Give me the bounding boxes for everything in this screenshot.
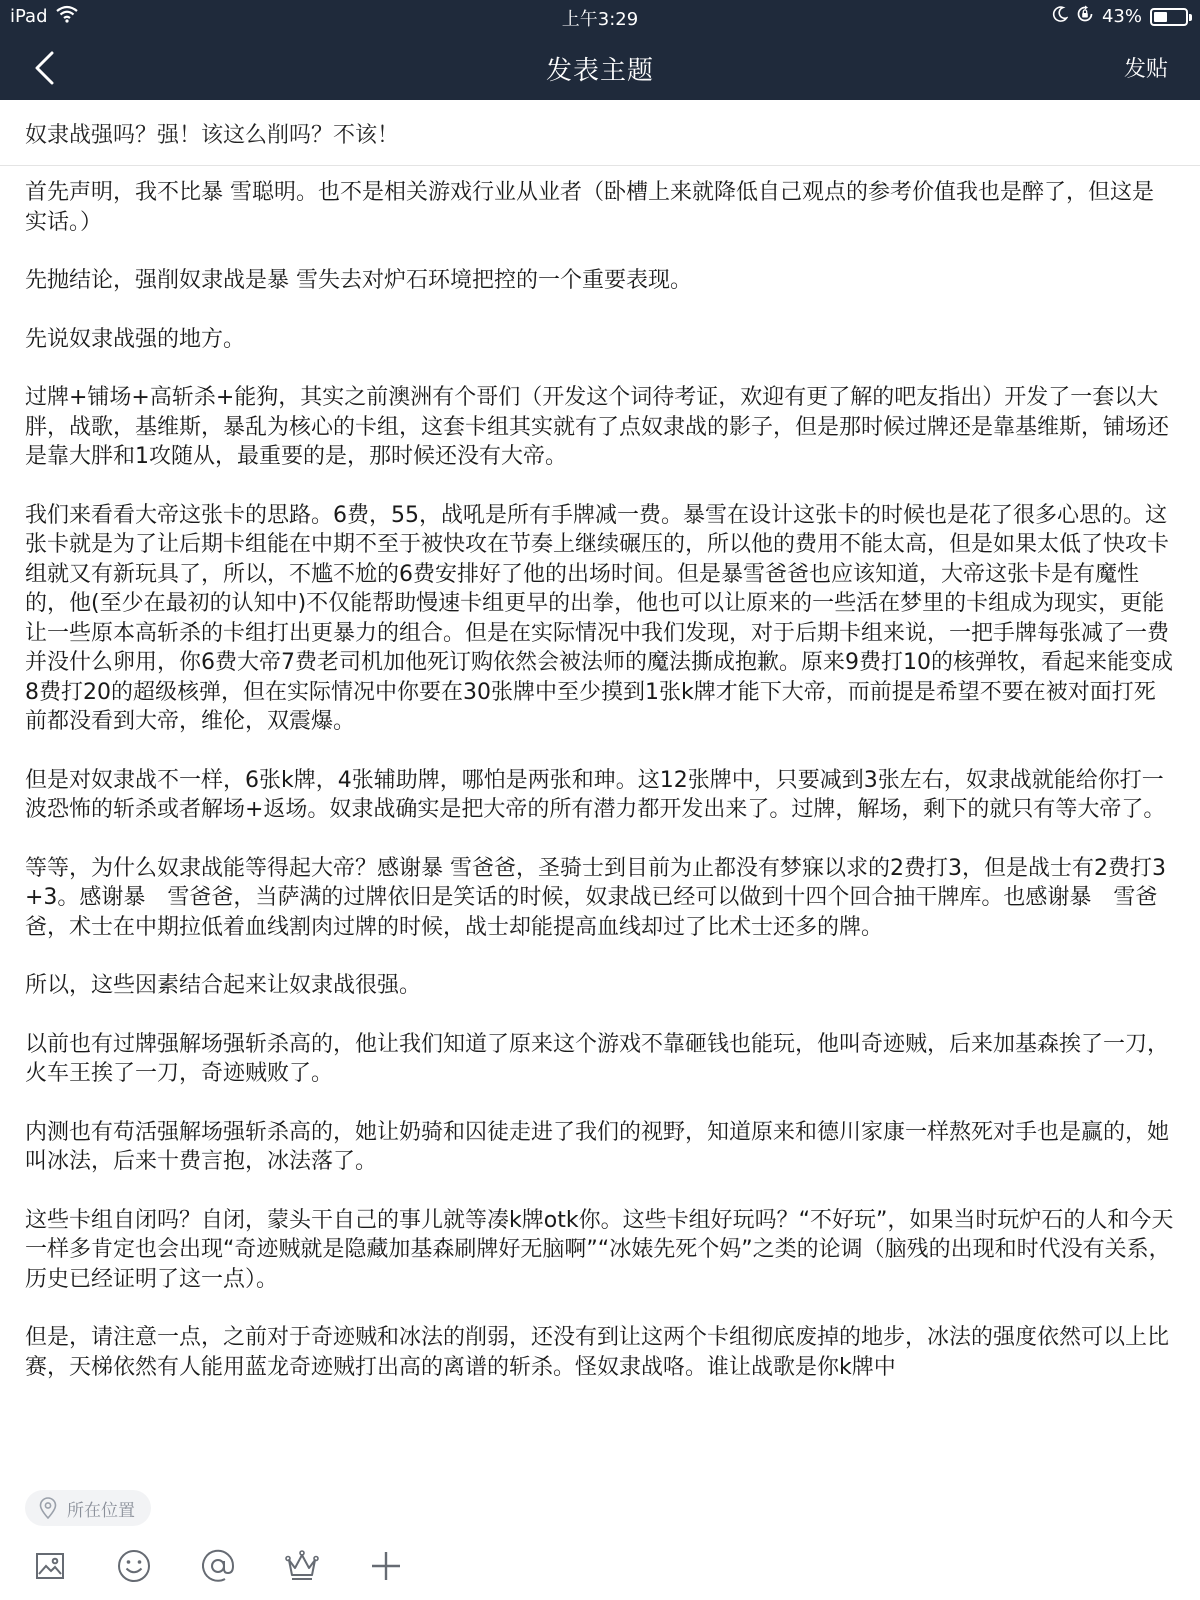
body-paragraph: 内测也有苟活强解场强斩杀高的，她让奶骑和囚徒走进了我们的视野，知道原来和德川家康一样熬死对手也是赢的，她叫冰法，后来十费言抱，冰法落了。 bbox=[25, 1119, 1170, 1174]
more-button[interactable] bbox=[366, 1546, 406, 1586]
body-paragraph: 我们来看看大帝这张卡的思路。6费，55，战吼是所有手牌减一费。暴雪在设计这张卡的时候也是花了很多心思的。这张卡就是为了让后期卡组能在中期不至于被快攻在节奏上继续碾压的，所以他的费用不能太高，但是如果太低了快攻卡组就又有新玩具了，所以，不尴不尬的6费安排好了他的出场时间。但是暴雪爸爸也应该知道，大帝这张卡是有魔性的，他(至少在最初的认知中)不仅能帮助慢速卡组更早的出拳，他也可以让原来的一些活在梦里的卡组成为现实，更能让一些原本高斩杀的卡组打出更暴力的组合。但是在实际情况中我们发现，对于后期卡组来说，一把手牌每张减了一费并没什么卵用，你6费大帝7费老司机加他死订购依然会被法师的魔法撕成抱歉。原来9费打10的核弹牧，看起来能变成8费打20的超级核弹，但在实际情况中你要在30张牌中至少摸到1张k牌才能下大帝，而前提是希望不要在被对面打死前都没看到大帝，维伦，双震爆。 bbox=[25, 502, 1173, 734]
device-name: iPad bbox=[10, 6, 48, 27]
insert-emoji-button[interactable] bbox=[114, 1546, 154, 1586]
battery-percent: 43% bbox=[1101, 6, 1142, 27]
editor-toolbar bbox=[0, 1532, 1200, 1600]
body-paragraph: 过牌+铺场+高斩杀+能狗，其实之前澳洲有个哥们（开发这个词待考证，欢迎有更了解的吧友指出）开发了一套以大胖，战歌，基维斯，暴乱为核心的卡组，这套卡组其实就有了点奴隶战的影子，但是那时候过牌还是靠基维斯，铺场还是靠大胖和1攻随从，最重要的是，那时候还没有大帝。 bbox=[25, 385, 1170, 469]
body-paragraph: 这些卡组自闭吗？自闭，蒙头干自己的事儿就等凑k牌otk你。这些卡组好玩吗？“不好玩”，如果当时玩炉石的人和今天一样多肯定也会出现“奇迹贼就是隐藏加基森刷牌好无脑啊”“冰婊先死个妈”之类的论调（脑残的出现和时代没有关系，历史已经证明了这一点）。 bbox=[25, 1207, 1174, 1292]
crown-icon bbox=[284, 1548, 320, 1584]
image-icon bbox=[34, 1550, 66, 1582]
status-bar bbox=[0, 0, 1200, 32]
location-label: 所在位置 bbox=[67, 1500, 135, 1521]
body-paragraph: 所以，这些因素结合起来让奴隶战很强。 bbox=[25, 973, 422, 998]
body-paragraph: 以前也有过牌强解场强斩杀高的，他让我们知道了原来这个游戏不靠砸钱也能玩，他叫奇迹贼，后来加基森挨了一刀，火车王挨了一刀，奇迹贼败了。 bbox=[25, 1031, 1170, 1086]
body-paragraph: 首先声明，我不比暴 雪聪明。也不是相关游戏行业从业者（卧槽上来就降低自己观点的参考价值我也是醉了，但这是实话。） bbox=[25, 180, 1154, 235]
rotation-lock-icon bbox=[1076, 5, 1094, 28]
plus-icon bbox=[370, 1550, 402, 1582]
emoji-icon bbox=[116, 1548, 152, 1584]
header-bar bbox=[0, 0, 1200, 100]
body-paragraph: 但是，请注意一点，之前对于奇迹贼和冰法的削弱，还没有到让这两个卡组彻底废掉的地步，冰法的强度依然可以上比赛，天梯依然有人能用蓝龙奇迹贼打出高的离谱的斩杀。怪奴隶战咯。谁让战歌是你k牌中 bbox=[25, 1325, 1170, 1380]
insert-image-button[interactable] bbox=[30, 1546, 70, 1586]
at-icon bbox=[200, 1548, 236, 1584]
moon-icon bbox=[1052, 6, 1068, 27]
mention-button[interactable] bbox=[198, 1546, 238, 1586]
page-title: 发表主题 bbox=[545, 56, 654, 86]
status-time: 上午3:29 bbox=[561, 9, 639, 30]
location-pin-icon bbox=[39, 1497, 57, 1519]
battery-icon bbox=[1150, 8, 1188, 26]
body-paragraph: 但是对奴隶战不一样，6张k牌，4张辅助牌，哪怕是两张和珅。这12张牌中，只要减到3张左右，奴隶战就能给你打一波恐怖的斩杀或者解场+返场。奴隶战确实是把大帝的所有潜力都开发出来了。过牌，解场，剩下的就只有等大帝了。 bbox=[25, 767, 1166, 822]
body-paragraph: 等等，为什么奴隶战能等得起大帝？感谢暴 雪爸爸，圣骑士到目前为止都没有梦寐以求的2费打3，但是战士有2费打3+3。感谢暴 雪爸爸，当萨满的过牌依旧是笑话的时候，奴隶战已经可以做到十四个回合抽干牌库。也感谢暴 雪爸爸，术士在中期拉低着血线割肉过牌的时候，战士却能提高血线却过了比术士还多的牌。 bbox=[25, 855, 1166, 940]
nav-bar bbox=[0, 40, 1200, 100]
body-paragraph: 先抛结论，强削奴隶战是暴 雪失去对炉石环境把控的一个重要表现。 bbox=[25, 268, 692, 293]
body-editor[interactable] bbox=[25, 178, 1175, 1488]
post-button[interactable]: 发贴 bbox=[1123, 57, 1168, 82]
subject-input[interactable]: 奴隶战强吗？强！该这么削吗？不该！ bbox=[0, 100, 1200, 166]
location-button[interactable] bbox=[25, 1490, 151, 1526]
crown-button[interactable] bbox=[282, 1546, 322, 1586]
body-paragraph: 先说奴隶战强的地方。 bbox=[25, 326, 246, 352]
